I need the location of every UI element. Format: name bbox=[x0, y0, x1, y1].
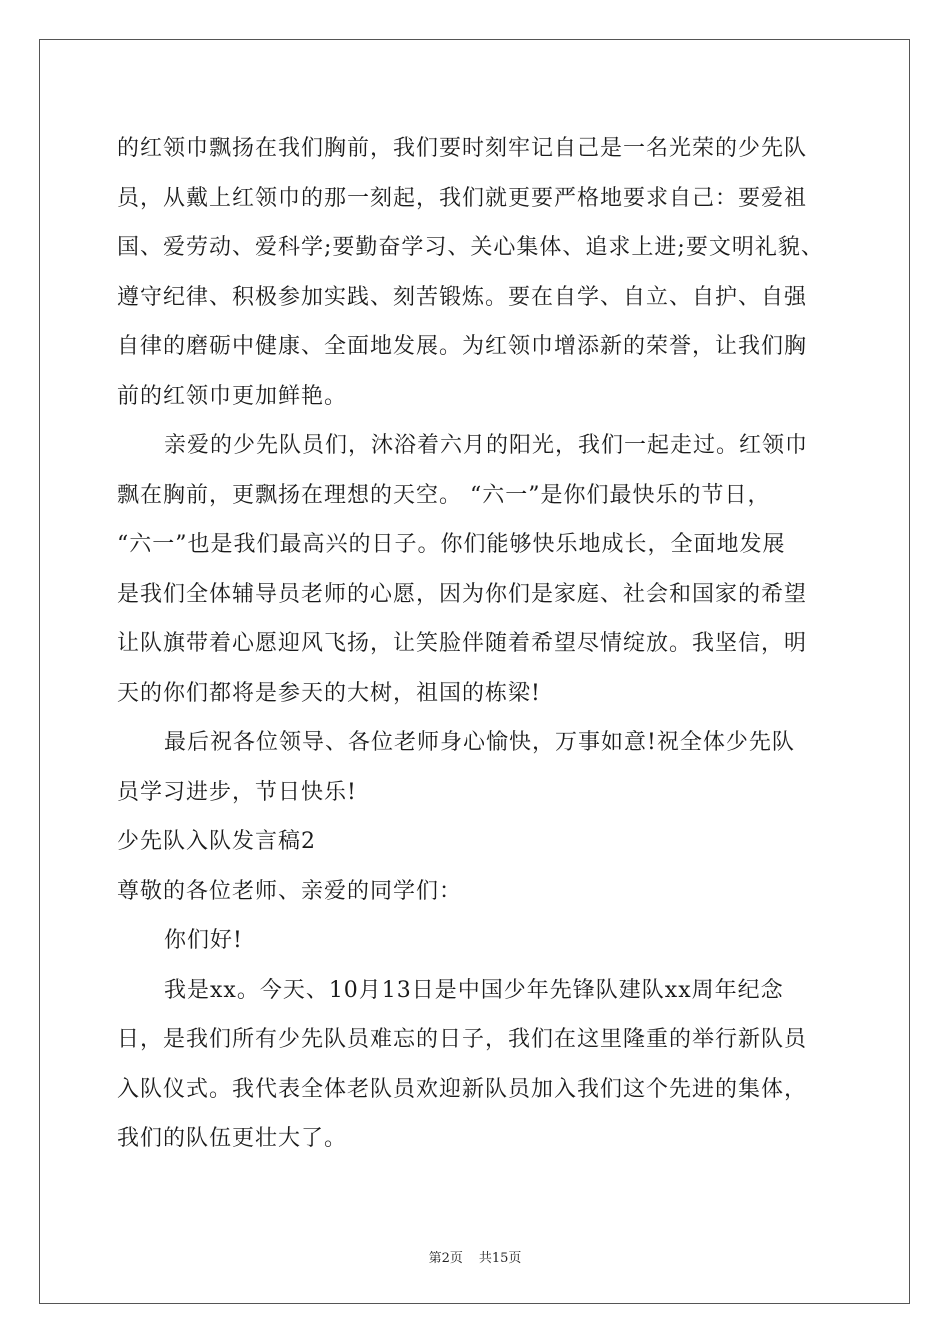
text-line: 我是xx。今天、10月13日是中国少年先锋队建队xx周年纪念 bbox=[164, 977, 784, 1003]
document-body bbox=[117, 124, 857, 1164]
text-line: 员学习进步，节日快乐! bbox=[117, 779, 357, 805]
text-line: 少先队入队发言稿2 bbox=[117, 829, 316, 854]
page-total: 共15页 bbox=[478, 1251, 522, 1266]
text-line: “六一”也是我们最高兴的日子。你们能够快乐地成长，全面地发展 bbox=[117, 532, 786, 557]
text-line: 是我们全体辅导员老师的心愿，因为你们是家庭、社会和国家的希望 bbox=[117, 581, 808, 607]
text-line: 让队旗带着心愿迎风飞扬，让笑脸伴随着希望尽情绽放。我坚信，明 bbox=[117, 631, 808, 656]
text-line: 自律的磨砺中健康、全面地发展。为红领巾增添新的荣誉，让我们胸 bbox=[117, 334, 808, 359]
text-line: 遵守纪律、积极参加实践、刻苦锻炼。要在自学、自立、自护、自强 bbox=[117, 284, 808, 310]
text-line: 员，从戴上红领巾的那一刻起，我们就更要严格地要求自己：要爱祖 bbox=[117, 185, 808, 211]
text-line: 天的你们都将是参天的大树，祖国的栋梁! bbox=[117, 680, 541, 706]
text-line: 入队仪式。我代表全体老队员欢迎新队员加入我们这个先进的集体， bbox=[117, 1076, 808, 1102]
text-line: 前的红领巾更加鲜艳。 bbox=[117, 383, 348, 409]
text-line: 国、爱劳动、爱科学;要勤奋学习、关心集体、追求上进;要文明礼貌、 bbox=[117, 235, 824, 260]
text-line: 亲爱的少先队员们，沐浴着六月的阳光，我们一起走过。红领巾 bbox=[164, 433, 809, 458]
page-footer bbox=[0, 1247, 950, 1266]
text-line: 的红领巾飘扬在我们胸前，我们要时刻牢记自己是一名光荣的少先队 bbox=[117, 136, 808, 161]
text-line: 你们好! bbox=[164, 928, 243, 953]
text-line: 日，是我们所有少先队员难忘的日子，我们在这里隆重的举行新队员 bbox=[117, 1027, 808, 1052]
text-line: 飘在胸前，更飘扬在理想的天空。 “六一”是你们最快乐的节日， bbox=[117, 482, 771, 508]
page-number: 第2页 bbox=[428, 1251, 463, 1266]
text-line: 我们的队伍更壮大了。 bbox=[117, 1126, 348, 1151]
text-line: 最后祝各位领导、各位老师身心愉快，万事如意!祝全体少先队 bbox=[164, 730, 795, 755]
text-line: 尊敬的各位老师、亲爱的同学们： bbox=[117, 878, 463, 904]
